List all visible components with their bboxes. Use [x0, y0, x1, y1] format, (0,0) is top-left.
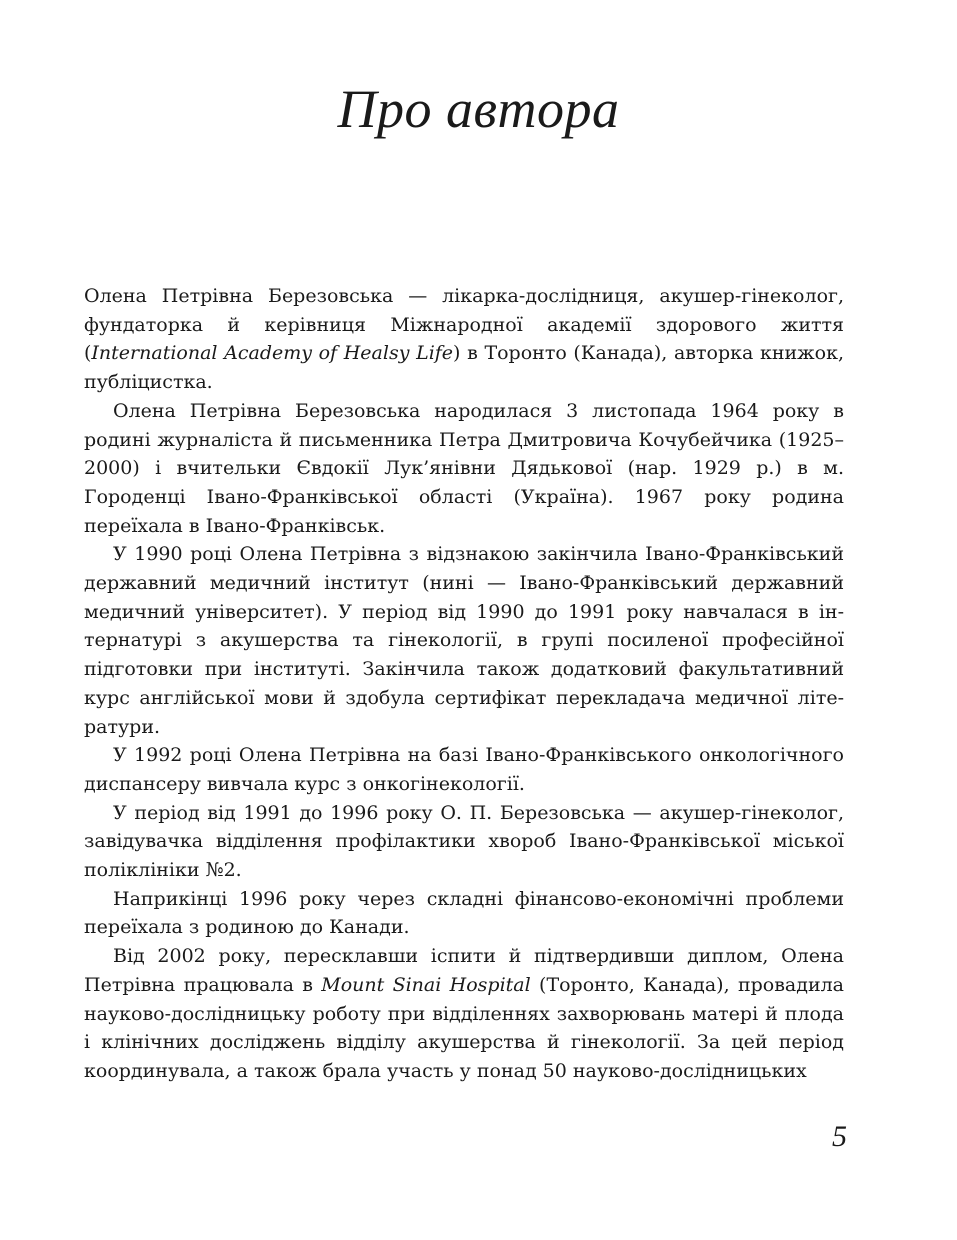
body-text [84, 282, 844, 1086]
paragraph-2 [84, 397, 844, 541]
paragraph-1-run-3: ) в Торонто (Канада), авторка книжок, публіцистка. [84, 342, 844, 394]
paragraph-3-run-1: У 1990 році Олена Петрівна з відзнакою закінчила Івано-Франківський державний медичний інститут (нині — Івано-Франківський державний медичний університет). У період від 1990 до 1991 року навчалася в інтернатурі з акушерства та гінекології, в групі посиленої професійної підготовки при інституті. Закінчила також додатковий факультативний курс англійської мови й здобула сертифікат перекладача медичної літератури. [84, 543, 844, 738]
paragraph-1-run-2-italic: International Academy of Healsy Life [91, 342, 454, 365]
paragraph-5-run-1: У період від 1991 до 1996 року О. П. Березовська — акушер-гінеколог, завідувачка відділення профілактики хвороб Івано-Франківської міської поліклініки №2. [84, 801, 844, 882]
paragraph-7-run-1: Від 2002 року, пересклавши іспити й підтвердивши диплом, Олена Петрівна працювала в [84, 945, 844, 996]
paragraph-6-run-1: Наприкінці 1996 року через складні фінансово-економічні проблеми переїхала з родиною до Канади. [84, 887, 844, 939]
paragraph-3 [84, 540, 844, 741]
paragraph-1 [84, 282, 844, 397]
paragraph-7-run-3: (Торонто, Канада), провадила науково-дослідницьку роботу при відділеннях захворювань матері й плода і клінічних досліджень відділу акушерства й гінекології. За цей період координувала, а також брала участь у понад 50 науково-дослідницьких [84, 973, 845, 1082]
paragraph-7 [84, 942, 844, 1086]
paragraph-4-run-1: У 1992 році Олена Петрівна на базі Івано-Франківського онкологічного диспансеру вивчала курс з онкогінекології. [84, 744, 844, 795]
paragraph-6 [84, 885, 844, 942]
page-number: 5 [832, 1120, 847, 1153]
paragraph-5 [84, 799, 844, 885]
paragraph-7-run-2-italic: Mount Sinai Hospital [321, 973, 531, 996]
paragraph-1-run-1: Олена Петрівна Березовська — лікарка-дослідниця, акушер-гінеколог, фундаторка й керівниця Міжнародної академії здорового життя ( [84, 285, 844, 365]
paragraph-2-run-1: Олена Петрівна Березовська народилася 3 листопада 1964 року в родині журналіста й письменника Петра Дмитровича Кочубейчика (1925–2000) і вчительки Євдокії Лук’янівни Дядькової (нар. 1929 р.) в м. Городенці Івано-Франківської області (Україна). 1967 року родина переїхала в Івано-Франківськ. [84, 399, 844, 537]
paragraph-4 [84, 741, 844, 798]
page-title: Про автора [337, 79, 620, 139]
